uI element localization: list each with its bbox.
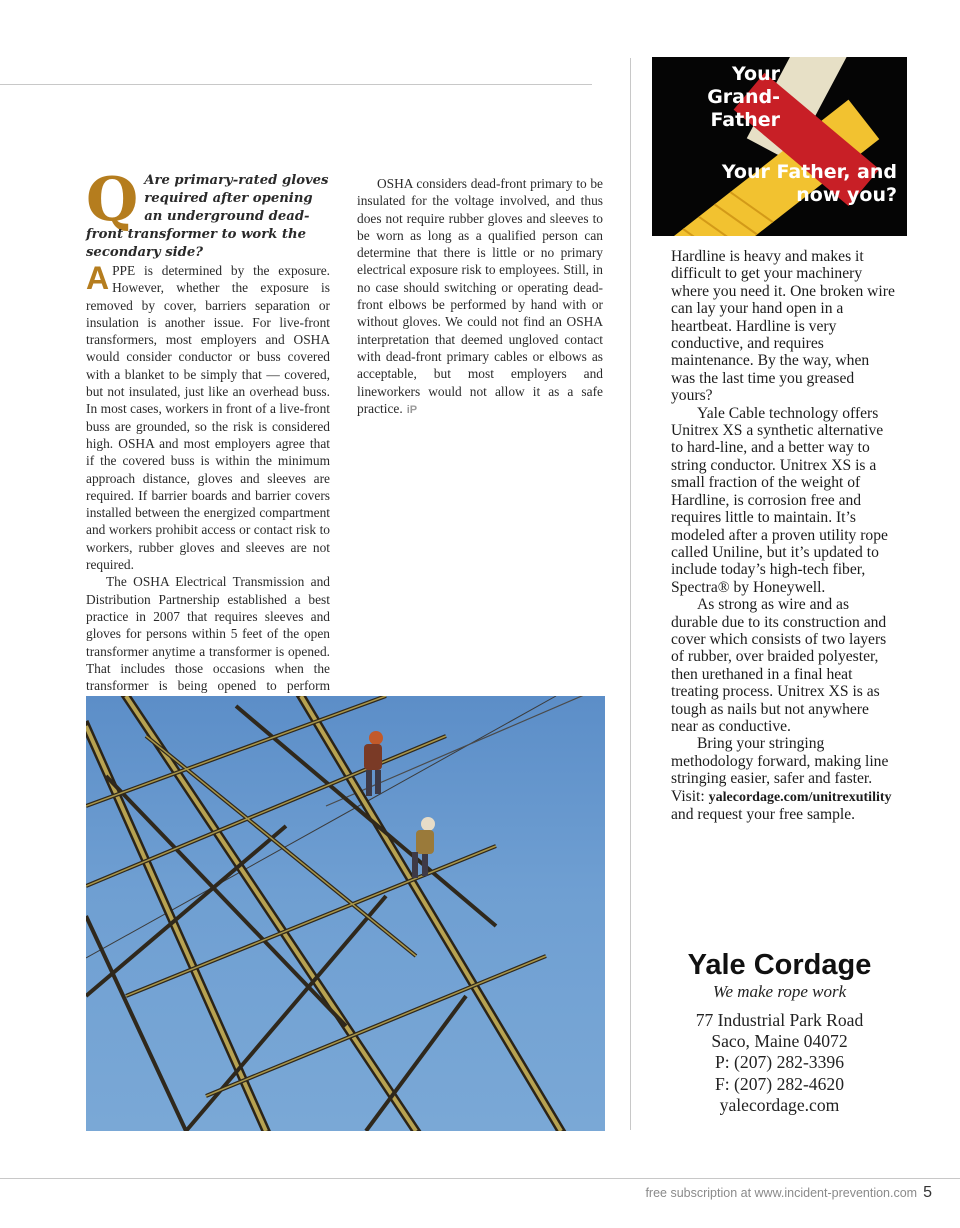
ad-paragraph-2: Yale Cable technology offers Unitrex XS a synthetic alternative to hard-line, and a better way to string conductor. Unitrex XS is a small fraction of the weight of Hardline, is corrosion free and requires little to maintain. It’s modeled after a proven utility rope called Uniline, but it’s updated to include today’s high-tech fiber, Spectra® by Honeywell. bbox=[671, 404, 888, 596]
ad-url-link[interactable]: yalecordage.com/unitrexutility bbox=[708, 789, 892, 805]
lineworker-1 bbox=[364, 731, 383, 796]
answer-paragraph-1 bbox=[86, 262, 330, 573]
footer-subscription-text[interactable]: free subscription at www.incident-prevention.com bbox=[645, 1186, 918, 1200]
ad-website[interactable]: yalecordage.com bbox=[719, 1094, 840, 1115]
end-mark-icon: iP bbox=[406, 403, 418, 416]
ad-rope-image bbox=[652, 57, 907, 236]
ad-paragraph-4-text: Bring your stringing methodology forward, making line stringing easier, safer and faster. Visit: bbox=[671, 735, 889, 805]
ad-paragraph-4 bbox=[671, 735, 895, 823]
answer-paragraph-3-text: OSHA considers dead-front primary to be insulated for the voltage involved, and thus does not require rubber gloves and sleeves to be worn as long as a qualified person can determine that there is little or no primary electrical exposure risk to employees. Still, in no case should switching or operating dead-front elbows be performed by hand with or without gloves. We could not find an OSHA interpretation that deemed ungloved contact with dead-front primary cables or elbows as acceptable, but most employers and lineworkers would not allow it as a safe practice. bbox=[357, 176, 603, 416]
answer-paragraph-2: The OSHA Electrical Transmission and Distribution Partnership established a best practice in 2007 that requires sleeves and gloves for persons within 5 feet of the open transformer anytime a transformer is opened. That includes those occasions when the transformer is being opened to perform bbox=[86, 574, 330, 694]
ad-address-block bbox=[652, 1010, 907, 1116]
answer-paragraph-1-text: PPE is determined by the exposure. However, whether the exposure is removed by cover, barriers separation or insulation is another issue. For live-front transformers, most employers and OSHA would consider conductor or buss covered with a blanket to be simply that — covered, but not insulated, just like an overhead buss. In most cases, workers in front of a live-front buss are grounded, so the risk is considered high. OSHA and most employers agree that if the covered buss is within the minimum approach distance, gloves and sleeves are required. If barrier boards and barrier covers installed between the energized compartment and workers prohibit access or contact risk to workers, rubber gloves and sleeves are not required. bbox=[86, 263, 330, 573]
page-footer bbox=[645, 1184, 932, 1202]
question-drop-letter: Q bbox=[86, 165, 139, 235]
ad-fax: F: (207) 282-4620 bbox=[714, 1073, 844, 1094]
ad-body bbox=[671, 248, 895, 823]
ad-paragraph-3: As strong as wire and as durable due to its construction and cover which consists of two layers of rubber, over braided polyester, then urethaned in a final heat treating process. Unitrex XS is as tough as nails but not anywhere near as conductive. bbox=[671, 596, 887, 735]
top-divider bbox=[0, 84, 592, 85]
tower-photo bbox=[86, 696, 605, 1131]
ad-paragraph-4-after: and request your free sample. bbox=[671, 806, 856, 823]
ad-headline-1: Your Grand-Father bbox=[707, 63, 780, 131]
question-block bbox=[86, 165, 332, 262]
answer-paragraph-3 bbox=[357, 175, 603, 419]
answer-column-2 bbox=[357, 175, 603, 419]
page-number: 5 bbox=[923, 1184, 932, 1201]
footer-divider bbox=[0, 1178, 960, 1179]
tower-illustration bbox=[86, 696, 605, 1131]
ad-brand-logo: Yale Cordage bbox=[687, 949, 872, 981]
question-text: Are primary-rated gloves required after opening an underground dead-front transformer to work the secondary side? bbox=[86, 173, 329, 260]
ad-phone: P: (207) 282-3396 bbox=[714, 1052, 844, 1073]
ad-tagline: We make rope work bbox=[712, 982, 847, 1001]
ad-paragraph-1: Hardline is heavy and makes it difficult to get your machinery where you need it. One broken wire can lay your hand open in a heartbeat. Hardline is very conductive, and requires maintenance. By the way, when was the last time you greased yours? bbox=[671, 248, 895, 405]
ad-address-line-1: 77 Industrial Park Road bbox=[695, 1010, 864, 1030]
column-divider bbox=[630, 58, 631, 1130]
ad-address-line-2: Saco, Maine 04072 bbox=[711, 1031, 848, 1052]
answer-drop-letter: A bbox=[86, 260, 110, 296]
ad-headline-2: Your Father, and now you? bbox=[721, 161, 897, 206]
